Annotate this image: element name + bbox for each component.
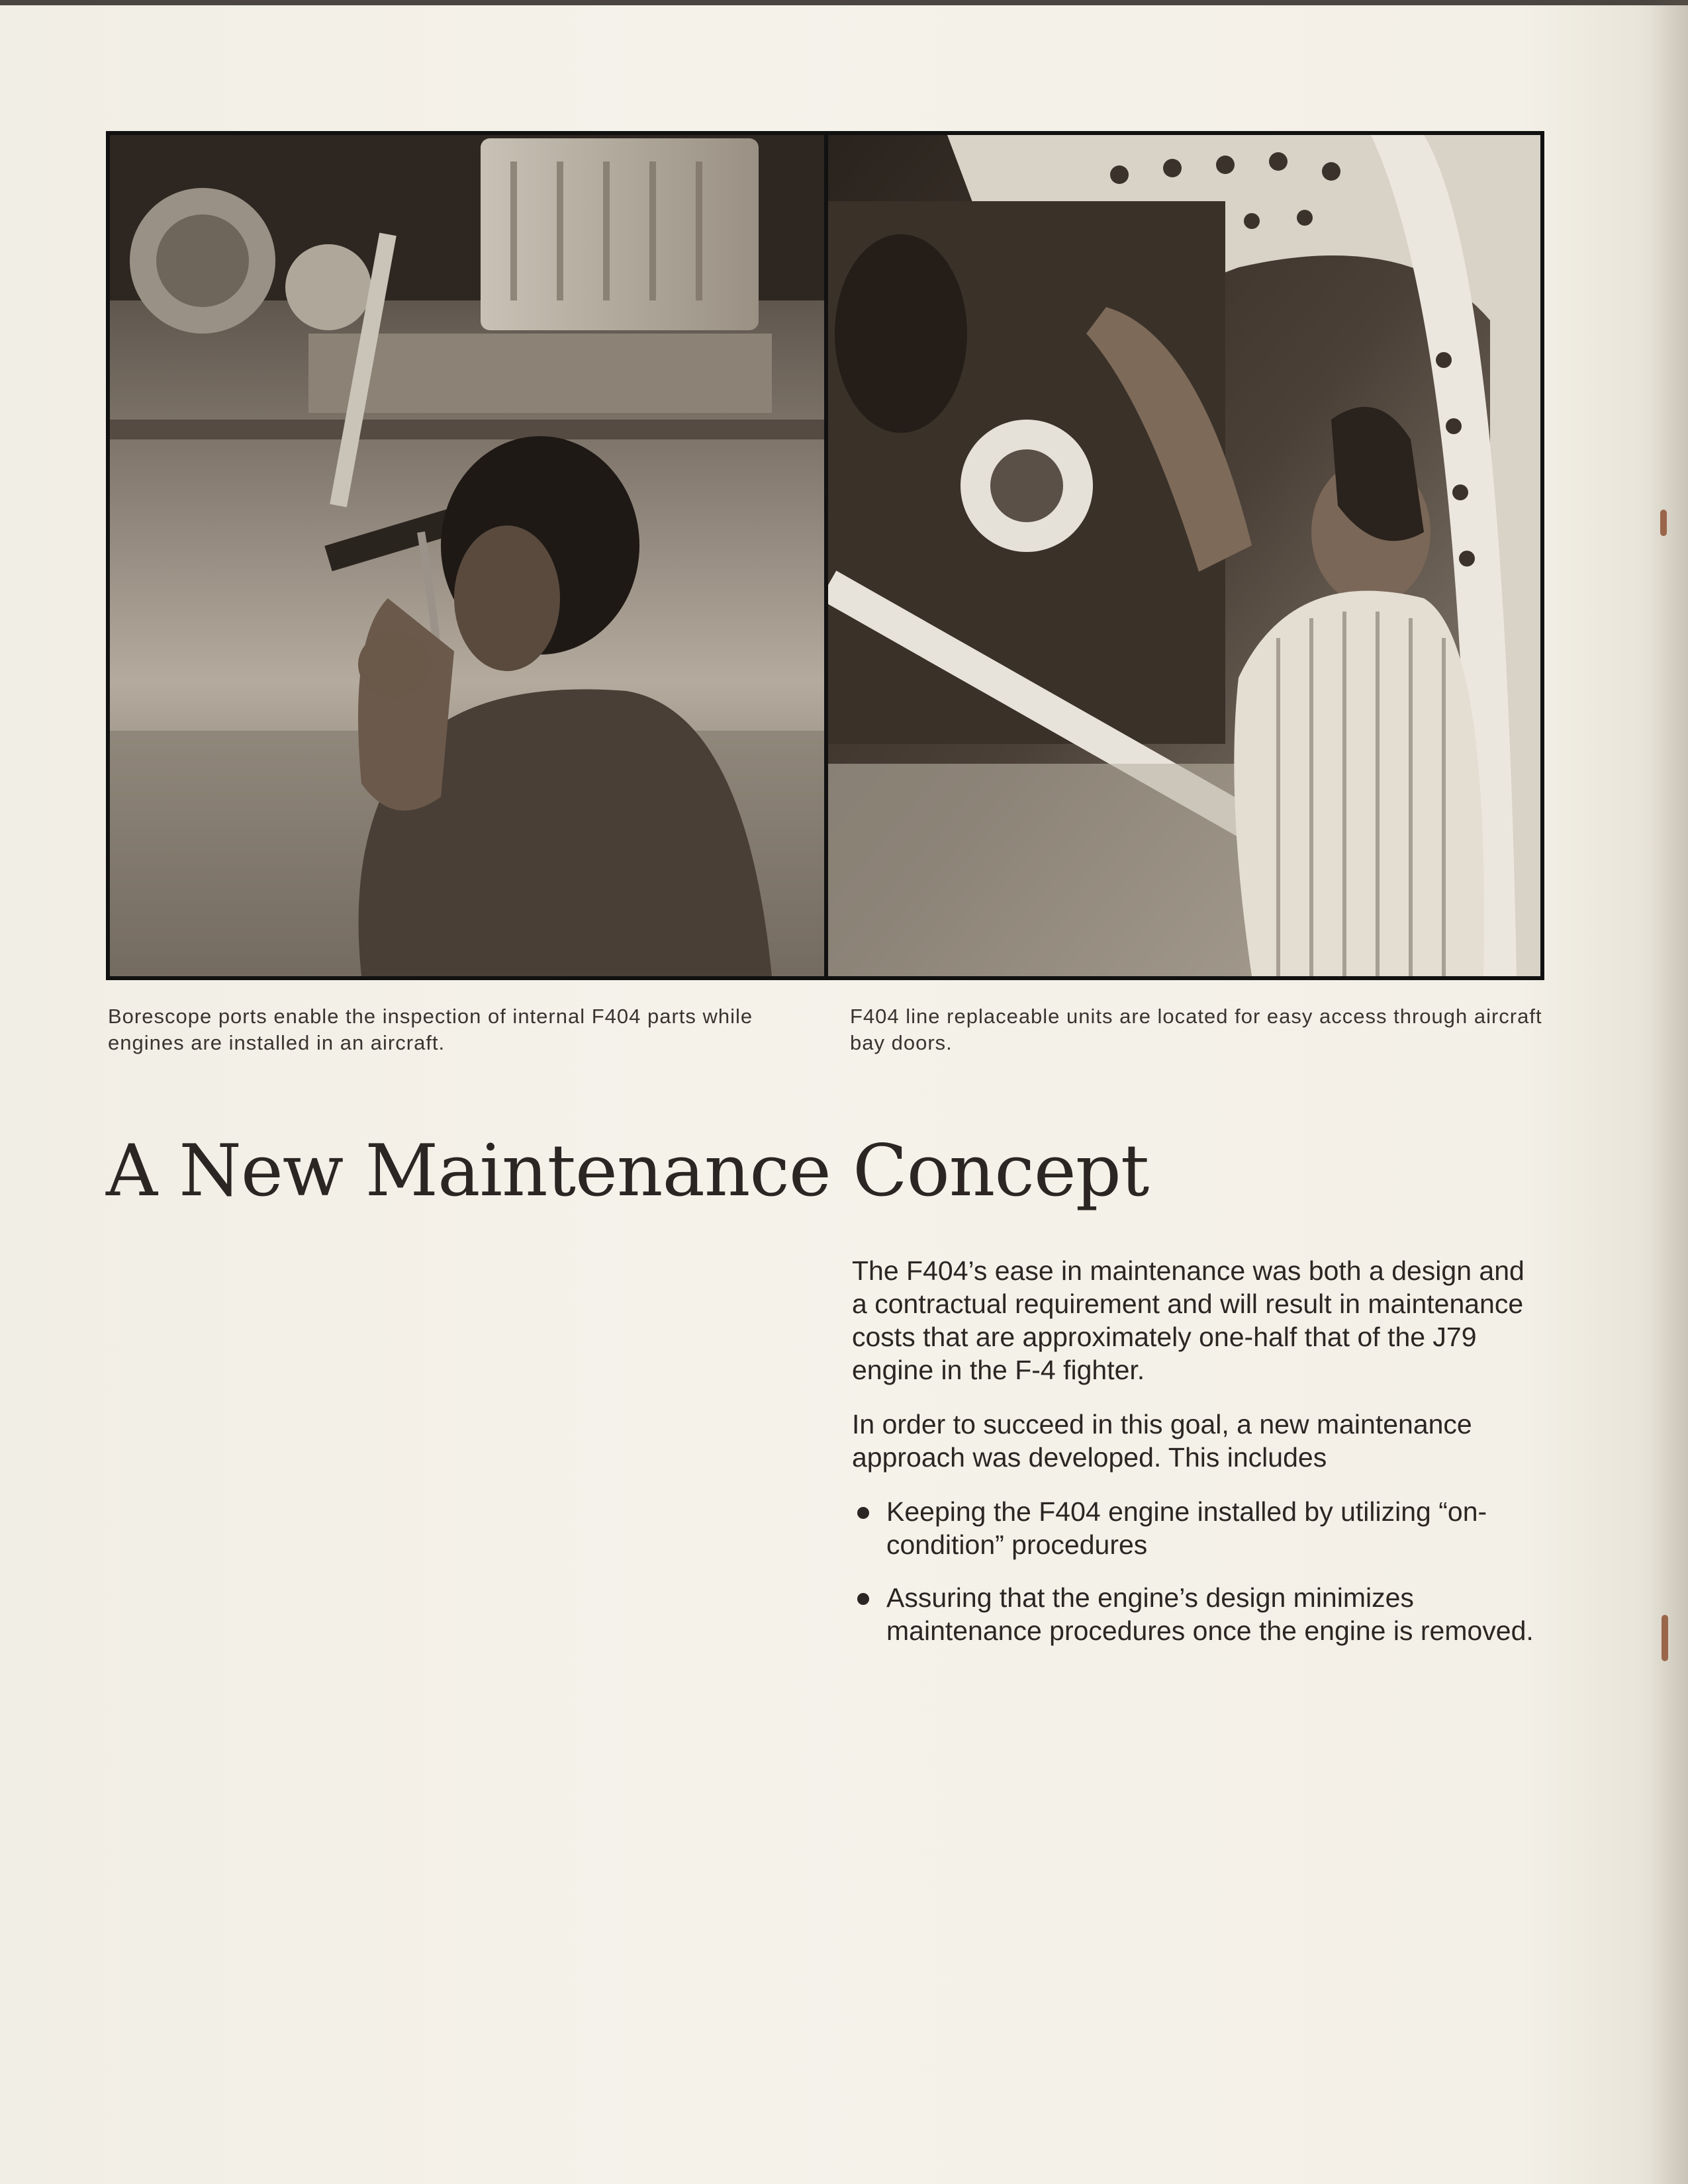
list-item-text: Assuring that the engine’s design minimizes maintenance procedures once the engine is removed. xyxy=(886,1582,1534,1646)
paragraph: The F404’s ease in maintenance was both a design and a contractual requirement and will result in maintenance costs that are approximately one-half that of the J79 engine in the F-4 fighter. xyxy=(852,1255,1524,1385)
rust-mark xyxy=(1662,1615,1668,1661)
page-edge-shadow xyxy=(1648,0,1688,2184)
rust-mark xyxy=(1660,510,1667,536)
photo-panel xyxy=(106,131,1544,980)
caption-line-replaceable-units: F404 line replaceable units are located for easy access through aircraft bay doors. xyxy=(850,1005,1542,1054)
bullet-list xyxy=(852,1495,1540,1647)
photo-borescope-graphic xyxy=(110,135,824,976)
list-item-text: Keeping the F404 engine installed by utilizing “on-condition” procedures xyxy=(886,1496,1487,1560)
photo-borescope-inspection xyxy=(110,135,824,976)
photo-aircraft-bay-graphic xyxy=(828,135,1540,976)
body-text xyxy=(852,1254,1540,1667)
bullet-icon xyxy=(857,1507,869,1519)
page-title: A New Maintenance Concept xyxy=(106,1130,1149,1212)
photo-aircraft-bay xyxy=(828,135,1540,976)
paragraph: In order to succeed in this goal, a new maintenance approach was developed. This includes xyxy=(852,1409,1472,1473)
page-top-edge xyxy=(0,0,1688,5)
list-item xyxy=(852,1495,1540,1561)
bullet-icon xyxy=(857,1593,869,1605)
caption-borescope: Borescope ports enable the inspection of internal F404 parts while engines are installed in an aircraft. xyxy=(108,1005,753,1054)
list-item xyxy=(852,1581,1540,1647)
